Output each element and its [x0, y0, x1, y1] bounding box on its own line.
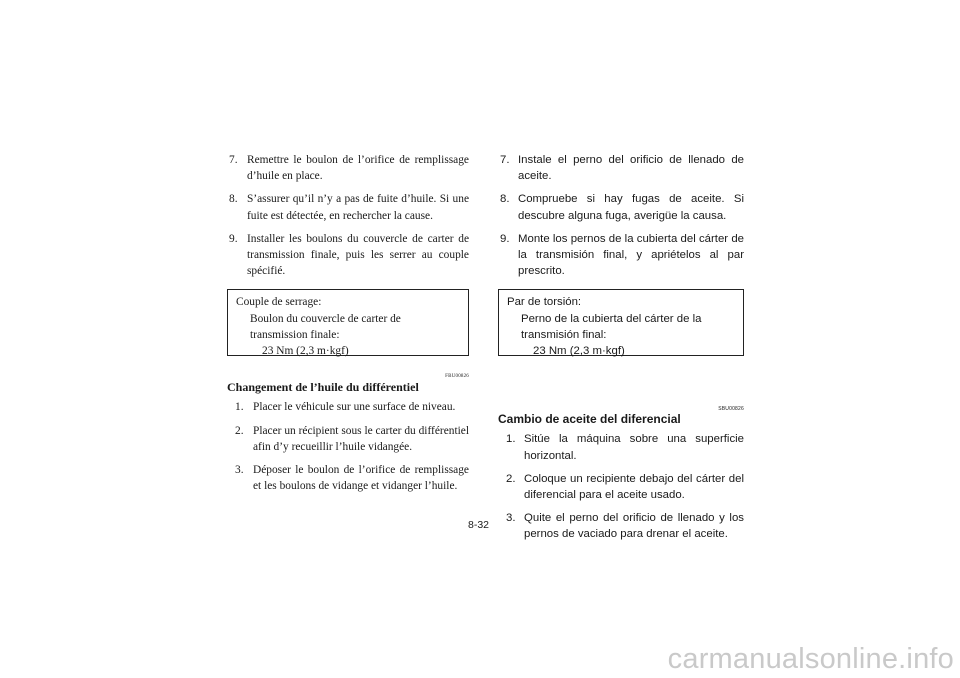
- torque-spec-box: [498, 289, 744, 356]
- torque-item: Boulon du couvercle de carter de transmission finale:: [250, 312, 401, 341]
- list-item: 9. Monte los pernos de la cubierta del cárter de la transmisión final, y apriételos al par prescrito.: [500, 232, 744, 278]
- section-title: Changement de l’huile du différentiel: [227, 380, 419, 395]
- list-item: 2. Placer un récipient sous le carter du différentiel afin d’y recueillir l’huile vidangée.: [235, 424, 469, 453]
- section-title: Cambio de aceite del diferencial: [498, 412, 681, 427]
- list-item: 1. Placer le véhicule sur une surface de niveau.: [235, 401, 456, 414]
- list-item: 9. Installer les boulons du couvercle de carter de transmission finale, puis les serrer au couple spécifié.: [229, 232, 469, 278]
- list-item: 1. Sitúe la máquina sobre una superficie horizontal.: [506, 433, 744, 462]
- torque-value: 23 Nm (2,3 m·kgf): [262, 345, 349, 358]
- list-item: 3. Quite el perno del orificio de llenado y los pernos de vaciado para drenar el aceite.: [506, 512, 744, 541]
- list-item: 8. S’assurer qu’il n’y a pas de fuite d’huile. Si une fuite est détectée, en rechercher la cause.: [229, 193, 469, 222]
- list-item: 7. Instale el perno del orificio de llenado de aceite.: [500, 154, 744, 183]
- spanish-column: [498, 152, 744, 550]
- spanish-steps-top: [498, 152, 744, 279]
- reference-code: SBU00826: [718, 406, 744, 413]
- watermark: carmanualsonline.info: [667, 643, 954, 675]
- torque-item: Perno de la cubierta del cárter de la transmisión final:: [521, 312, 702, 341]
- reference-code: FBU00826: [445, 374, 469, 380]
- french-column: [227, 152, 469, 501]
- torque-label: Couple de serrage:: [236, 296, 322, 309]
- french-steps-bottom: [233, 399, 469, 494]
- list-item: 7. Remettre le boulon de l’orifice de remplissage d’huile en place.: [229, 154, 469, 183]
- french-steps-top: [227, 152, 469, 279]
- list-item: 2. Coloque un recipiente debajo del cárter del diferencial para el aceite usado.: [506, 472, 744, 502]
- list-item: 8. Compruebe si hay fugas de aceite. Si descubre alguna fuga, averigüe la causa.: [500, 193, 744, 222]
- spanish-steps-bottom: [504, 431, 744, 542]
- torque-value: 23 Nm (2,3 m·kgf): [533, 345, 625, 358]
- torque-label: Par de torsión:: [507, 296, 582, 309]
- list-item: 3. Déposer le boulon de l’orifice de remplissage et les boulons de vidange et vidanger l’huile.: [235, 464, 469, 493]
- torque-spec-box: [227, 289, 469, 356]
- page-number: 8-32: [468, 519, 490, 531]
